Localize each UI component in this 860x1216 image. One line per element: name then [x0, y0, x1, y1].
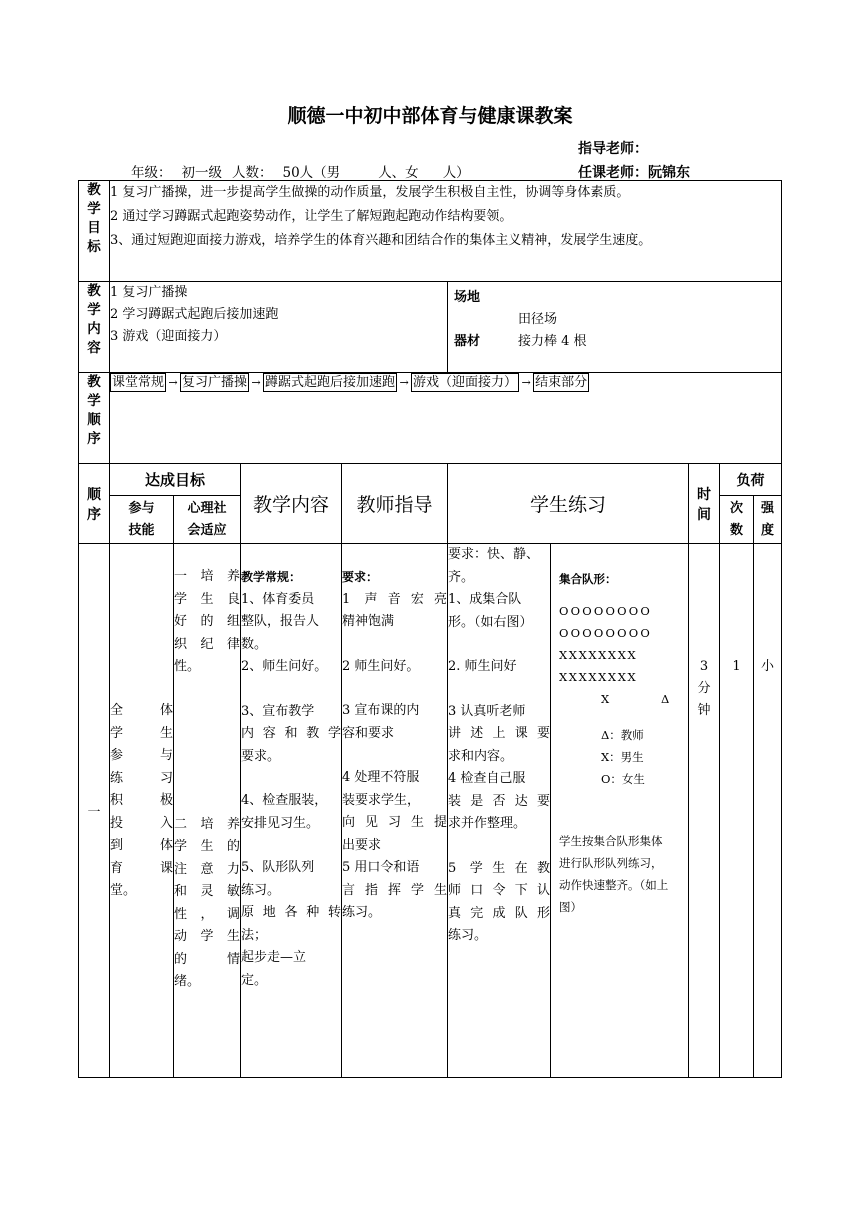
- order-header: 顺 序: [79, 464, 110, 544]
- legend-item: Δ：教师: [601, 728, 644, 742]
- sequence-step: 课堂常规: [112, 375, 165, 390]
- venue-label: 场地: [454, 290, 481, 305]
- headcount-close: 人）: [442, 165, 470, 181]
- objective-item: 1 复习广播操，进一步提高学生做操的动作质量，发展学生积极自主性，协调等身体素质。: [110, 185, 630, 200]
- count-header: 次 数: [720, 496, 754, 544]
- legend-item: O：女生: [601, 772, 645, 786]
- sequence-label: 教 学 顺 序: [79, 373, 110, 464]
- student-practice-cell: 要求：快、静、 齐。 1、成集合队 形。（如右图） 2. 师生问好 3 认真听老师 讲述上课要 求和内容。 4 检查自己服 装是否达要 求并作整理。 5 学生在教 师口令下认 真完成队形 练习。: [448, 544, 551, 1078]
- intensity-header: 强 度: [754, 496, 782, 544]
- sequence-flow: [110, 373, 782, 464]
- arrow-right-icon: →: [168, 376, 178, 389]
- objectives-label: 教 学 目 标: [79, 181, 110, 282]
- equipment-value: 接力棒 4 根: [518, 334, 587, 349]
- formation-title: 集合队形：: [559, 572, 617, 586]
- sequence-step: 蹲踞式起跑后接加速跑: [265, 375, 396, 390]
- formation-row: OOOOOOOO: [559, 626, 653, 640]
- formation-note: 图）: [559, 900, 582, 914]
- document-title: 顺德一中初中部体育与健康课教案: [287, 105, 573, 127]
- sequence-step: 结束部分: [535, 375, 588, 390]
- row-order: 一: [79, 544, 110, 1078]
- student-practice-header: 学生练习: [448, 464, 689, 544]
- count-cell: 1: [720, 544, 754, 1078]
- sequence-step: 游戏（迎面接力）: [413, 375, 518, 390]
- objectives-body: [110, 181, 782, 282]
- venue-value: 田径场: [518, 312, 558, 327]
- formation-note: 动作快速整齐。（如上: [559, 878, 669, 892]
- formation-note: 进行队形队列练习，: [559, 856, 663, 870]
- teacher-guide-cell: 要求： 1 声音宏亮 精神饱满 2 师生问好。 3 宣布课的内 容和要求 4 处理不符服 装要求学生， 向见习生提 出要求 5 用口令和语 言指挥学生 练习。: [342, 544, 448, 1078]
- formation-cell: [551, 544, 689, 1078]
- content-items: 1 复习广播操 2 学习蹲踞式起跑后接加速跑 3 游戏（迎面接力）: [110, 282, 448, 373]
- formation-x: X: [601, 692, 610, 706]
- venue-equipment: [448, 282, 782, 373]
- formation-note: 学生按集合队形集体: [559, 834, 663, 848]
- formation-row: OOOOOOOO: [559, 604, 653, 618]
- teach-content-header: 教学内容: [241, 464, 342, 544]
- arrow-right-icon: →: [251, 376, 261, 389]
- female-label: 人、女: [378, 165, 419, 181]
- grade-label: 年级：: [131, 165, 172, 181]
- teacher-guide-header: 教师指导: [342, 464, 448, 544]
- participate-header: 参与 技能: [110, 496, 174, 544]
- psych-header: 心理社 会适应: [174, 496, 241, 544]
- time-header: 时 间: [689, 464, 720, 544]
- content-label: 教 学 内 容: [79, 282, 110, 373]
- participate-cell: 全 体 学 生 参 与 练 习 积 极 投 入 到 体 育 课 堂。: [110, 544, 174, 1078]
- intensity-cell: 小: [754, 544, 782, 1078]
- objective-item: 3、通过短跑迎面接力游戏，培养学生的体育兴趣和团结合作的集体主义精神，发展学生速度。: [110, 233, 652, 248]
- grade-line: [131, 161, 480, 181]
- headcount-label: 人数：: [232, 165, 273, 181]
- teacher-triangle-icon: Δ: [661, 692, 670, 706]
- goal-header: 达成目标: [110, 464, 241, 496]
- arrow-right-icon: →: [399, 376, 409, 389]
- time-cell: 3 分 钟: [689, 544, 720, 1078]
- arrow-right-icon: →: [521, 376, 531, 389]
- legend-item: X：男生: [601, 750, 644, 764]
- load-header: 负荷: [720, 464, 782, 496]
- sequence-step: 复习广播操: [182, 375, 248, 390]
- formation-row: XXXXXXXX: [559, 648, 638, 662]
- teacher-name: 任课老师：阮锦东: [578, 165, 690, 181]
- instructor-label: 指导老师：: [578, 141, 648, 157]
- lesson-plan-table: [78, 180, 782, 1078]
- objective-item: 2 通过学习蹲踞式起跑姿势动作，让学生了解短跑起跑动作结构要领。: [110, 209, 513, 224]
- headcount-value: 50人（男: [282, 165, 341, 181]
- psych-cell: 一培养 学生良 好的组 织纪律 性。 二培养 学生的 注意力 和灵敏 性，调 动学生 的 情 绪。: [174, 544, 241, 1078]
- grade-value: 初一级: [181, 165, 222, 181]
- teach-content-cell: 教学常规： 1、体育委员 整队，报告人 数。 2、师生问好。 3、宣布教学 内容和教学 要求。 4、检查服装， 安排见习生。 5、队形队列 练习。 原地各种转 法； 起步走—立 定。: [241, 544, 342, 1078]
- formation-row: XXXXXXXX: [559, 670, 638, 684]
- equipment-label: 器材: [454, 334, 481, 349]
